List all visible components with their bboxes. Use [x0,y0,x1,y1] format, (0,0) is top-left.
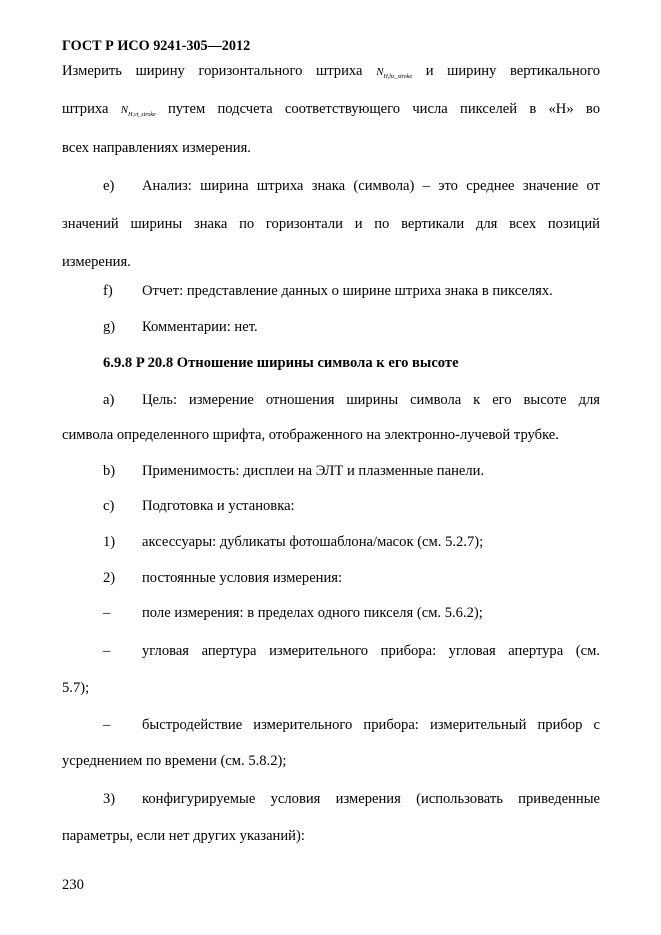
section-heading: 6.9.8 P 20.8 Отношение ширины символа к его высоте [103,355,459,371]
list-item-continuation: измерения. [62,254,131,270]
list-item-text: быстродействие измерительного прибора: измерительный прибор с [142,717,600,733]
dash-marker: – [103,717,111,733]
list-item-text: аксессуары: дубликаты фотошаблона/масок (см. 5.2.7); [142,534,484,550]
list-marker: e) [103,178,115,194]
list-item-continuation: значений ширины знака по горизонтали и по вертикали для всех позиций [62,216,600,232]
page-number: 230 [62,877,84,893]
text-fragment: и ширину вертикального [425,63,601,79]
list-marker: 2) [103,570,116,586]
list-item-text: Анализ: ширина штриха знака (символа) – это среднее значение от [142,178,600,194]
list-item-text: Применимость: дисплеи на ЭЛТ и плазменные панели. [142,463,485,479]
formula-symbol [121,101,156,117]
list-item-text: поле измерения: в пределах одного пикселя (см. 5.6.2); [142,605,483,621]
paragraph-line: всех направлениях измерения. [62,140,251,156]
list-marker: f) [103,283,113,299]
dash-marker: – [103,643,111,659]
list-item-text: Подготовка и установка: [142,498,295,514]
document-header: ГОСТ Р ИСО 9241-305—2012 [62,38,251,54]
list-item-text: Комментарии: нет. [142,319,258,335]
list-item-continuation: усреднением по времени (см. 5.8.2); [62,753,287,769]
list-item-text: угловая апертура измерительного прибора: угловая апертура (см. [142,643,600,659]
text-fragment: Измерить ширину горизонтального штриха [62,63,363,79]
list-marker: b) [103,463,116,479]
list-item-text: Цель: измерение отношения ширины символа к его высоте для [142,392,600,408]
list-item-text: Отчет: представление данных о ширине штриха знака в пикселях. [142,283,553,299]
list-marker: 3) [103,791,116,807]
list-marker: g) [103,319,116,335]
list-marker: a) [103,392,115,408]
list-marker: 1) [103,534,116,550]
paragraph-line [62,100,600,124]
symbol-subscript: H,vt_stroke [128,112,156,118]
symbol-main: N [120,104,129,116]
list-item-continuation: символа определенного шрифта, отображенного на электронно-лучевой трубке. [62,427,559,443]
formula-symbol [376,63,412,79]
list-item-text: постоянные условия измерения: [142,570,343,586]
list-item-text: конфигурируемые условия измерения (использовать приведенные [142,791,600,807]
dash-marker: – [103,605,111,621]
list-marker: c) [103,498,115,514]
symbol-main: N [376,66,384,78]
symbol-subscript: H,hz_stroke [383,74,413,80]
text-fragment: штриха [62,101,109,117]
paragraph-line [62,62,600,86]
list-item-continuation: параметры, если нет других указаний): [62,828,305,844]
list-item-continuation: 5.7); [62,680,90,696]
text-fragment: путем подсчета соответствующего числа пикселей в «H» во [168,101,600,117]
